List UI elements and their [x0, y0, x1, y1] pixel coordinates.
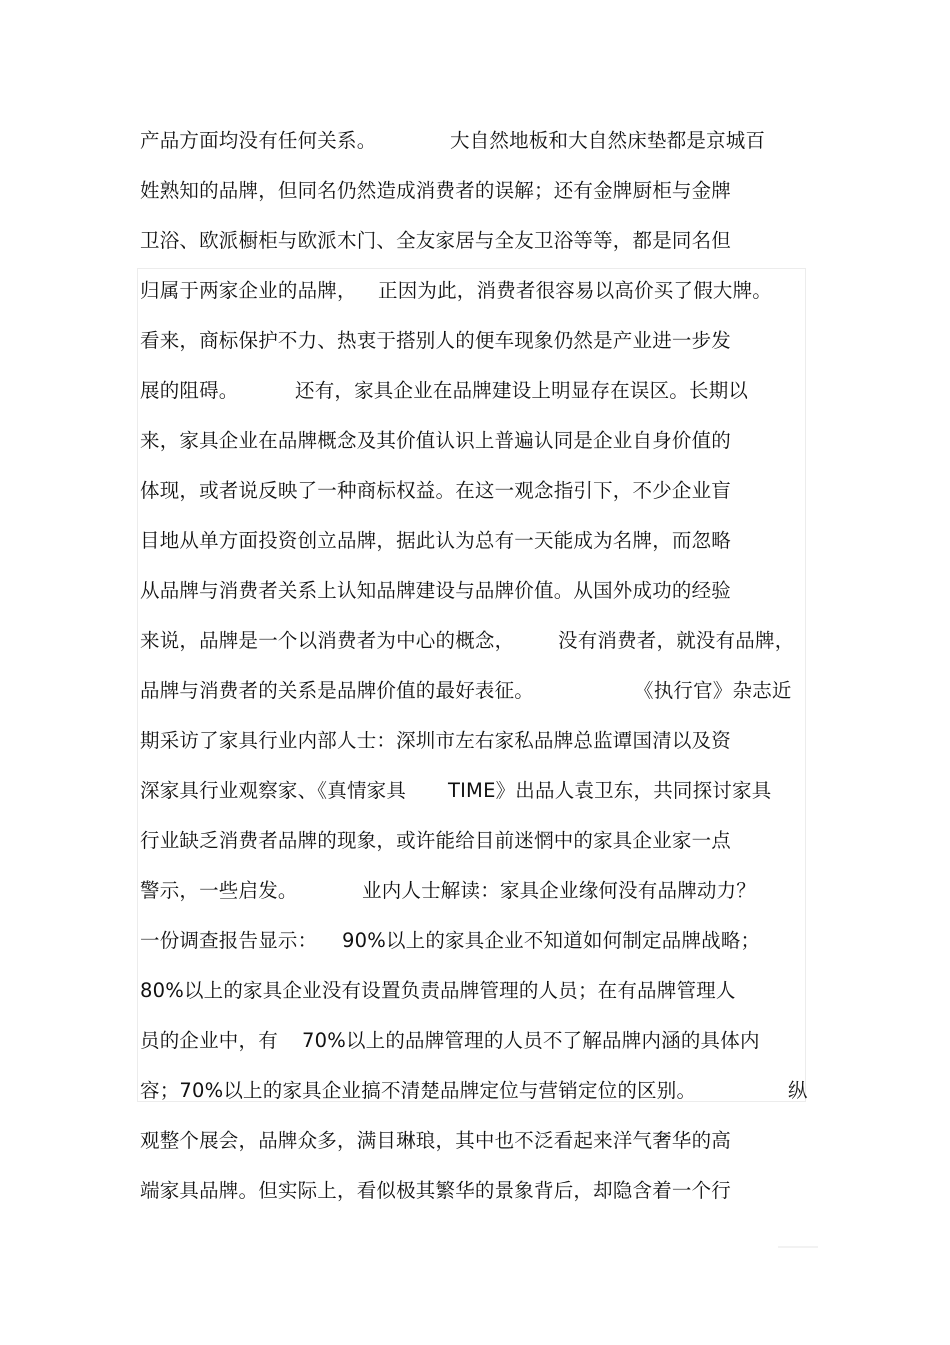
- line-segment: 深家具行业观察家、《真情家具: [140, 779, 407, 802]
- text-line: [140, 475, 820, 507]
- line-segment: 归属于两家企业的品牌，: [140, 279, 357, 302]
- text-line: [140, 1075, 820, 1107]
- text-line: [140, 825, 820, 857]
- text-line: [140, 275, 820, 307]
- line-segment: 没有消费者，就没有品牌，: [558, 629, 795, 652]
- text-line: [140, 125, 820, 157]
- line-segment: 员的企业中，有: [140, 1029, 278, 1052]
- line-segment: TIME》出品人袁卫东，共同探讨家具: [448, 779, 772, 802]
- line-segment: 姓熟知的品牌，但同名仍然造成消费者的误解；还有金牌厨柜与金牌: [140, 179, 732, 202]
- line-segment: 来说，品牌是一个以消费者为中心的概念，: [140, 629, 515, 652]
- line-segment: 纵: [788, 1079, 808, 1102]
- line-segment: 80%以上的家具企业没有设置负责品牌管理的人员；在有品牌管理人: [140, 979, 736, 1002]
- text-line: [140, 675, 820, 707]
- text-line: [140, 175, 820, 207]
- line-segment: 正因为此，消费者很容易以高价买了假大牌。: [378, 279, 773, 302]
- text-line: [140, 575, 820, 607]
- scan-mark: [778, 1246, 818, 1248]
- line-segment: 品牌与消费者的关系是品牌价值的最好表征。: [140, 679, 535, 702]
- line-segment: 看来，商标保护不力、热衷于搭别人的便车现象仍然是产业进一步发: [140, 329, 732, 352]
- line-segment: 观整个展会，品牌众多，满目琳琅，其中也不泛看起来洋气奢华的高: [140, 1129, 732, 1152]
- line-segment: 产品方面均没有任何关系。: [140, 129, 377, 152]
- text-line: [140, 875, 820, 907]
- line-segment: 目地从单方面投资创立品牌，据此认为总有一天能成为名牌，而忽略: [140, 529, 732, 552]
- text-line: [140, 1125, 820, 1157]
- line-segment: 还有，家具企业在品牌建设上明显存在误区。长期以: [295, 379, 749, 402]
- text-line: [140, 375, 820, 407]
- text-line: [140, 725, 820, 757]
- text-line: [140, 975, 820, 1007]
- text-line: [140, 425, 820, 457]
- text-line: [140, 225, 820, 257]
- line-segment: 期采访了家具行业内部人士：深圳市左右家私品牌总监谭国清以及资: [140, 729, 732, 752]
- line-segment: 来，家具企业在品牌概念及其价值认识上普遍认同是企业自身价值的: [140, 429, 732, 452]
- line-segment: 行业缺乏消费者品牌的现象，或许能给目前迷惘中的家具企业家一点: [140, 829, 732, 852]
- text-line: [140, 525, 820, 557]
- line-segment: 70%以上的品牌管理的人员不了解品牌内涵的具体内: [302, 1029, 760, 1052]
- line-segment: 一份调查报告显示：: [140, 929, 318, 952]
- text-line: [140, 1175, 820, 1207]
- text-line: [140, 325, 820, 357]
- line-segment: 端家具品牌。但实际上，看似极其繁华的景象背后，却隐含着一个行: [140, 1179, 732, 1202]
- line-segment: 业内人士解读：家具企业缘何没有品牌动力？: [362, 879, 757, 902]
- line-segment: 卫浴、欧派橱柜与欧派木门、全友家居与全友卫浴等等，都是同名但: [140, 229, 732, 252]
- line-segment: 警示，一些启发。: [140, 879, 298, 902]
- line-segment: 大自然地板和大自然床垫都是京城百: [450, 129, 766, 152]
- text-line: [140, 625, 820, 657]
- text-line: [140, 925, 820, 957]
- line-segment: 《执行官》杂志近: [634, 679, 792, 702]
- line-segment: 从品牌与消费者关系上认知品牌建设与品牌价值。从国外成功的经验: [140, 579, 732, 602]
- line-segment: 90%以上的家具企业不知道如何制定品牌战略；: [342, 929, 761, 952]
- line-segment: 体现，或者说反映了一种商标权益。在这一观念指引下，不少企业盲: [140, 479, 732, 502]
- text-line: [140, 1025, 820, 1057]
- text-line: [140, 775, 820, 807]
- line-segment: 容；70%以上的家具企业搞不清楚品牌定位与营销定位的区别。: [140, 1079, 697, 1102]
- line-segment: 展的阻碍。: [140, 379, 239, 402]
